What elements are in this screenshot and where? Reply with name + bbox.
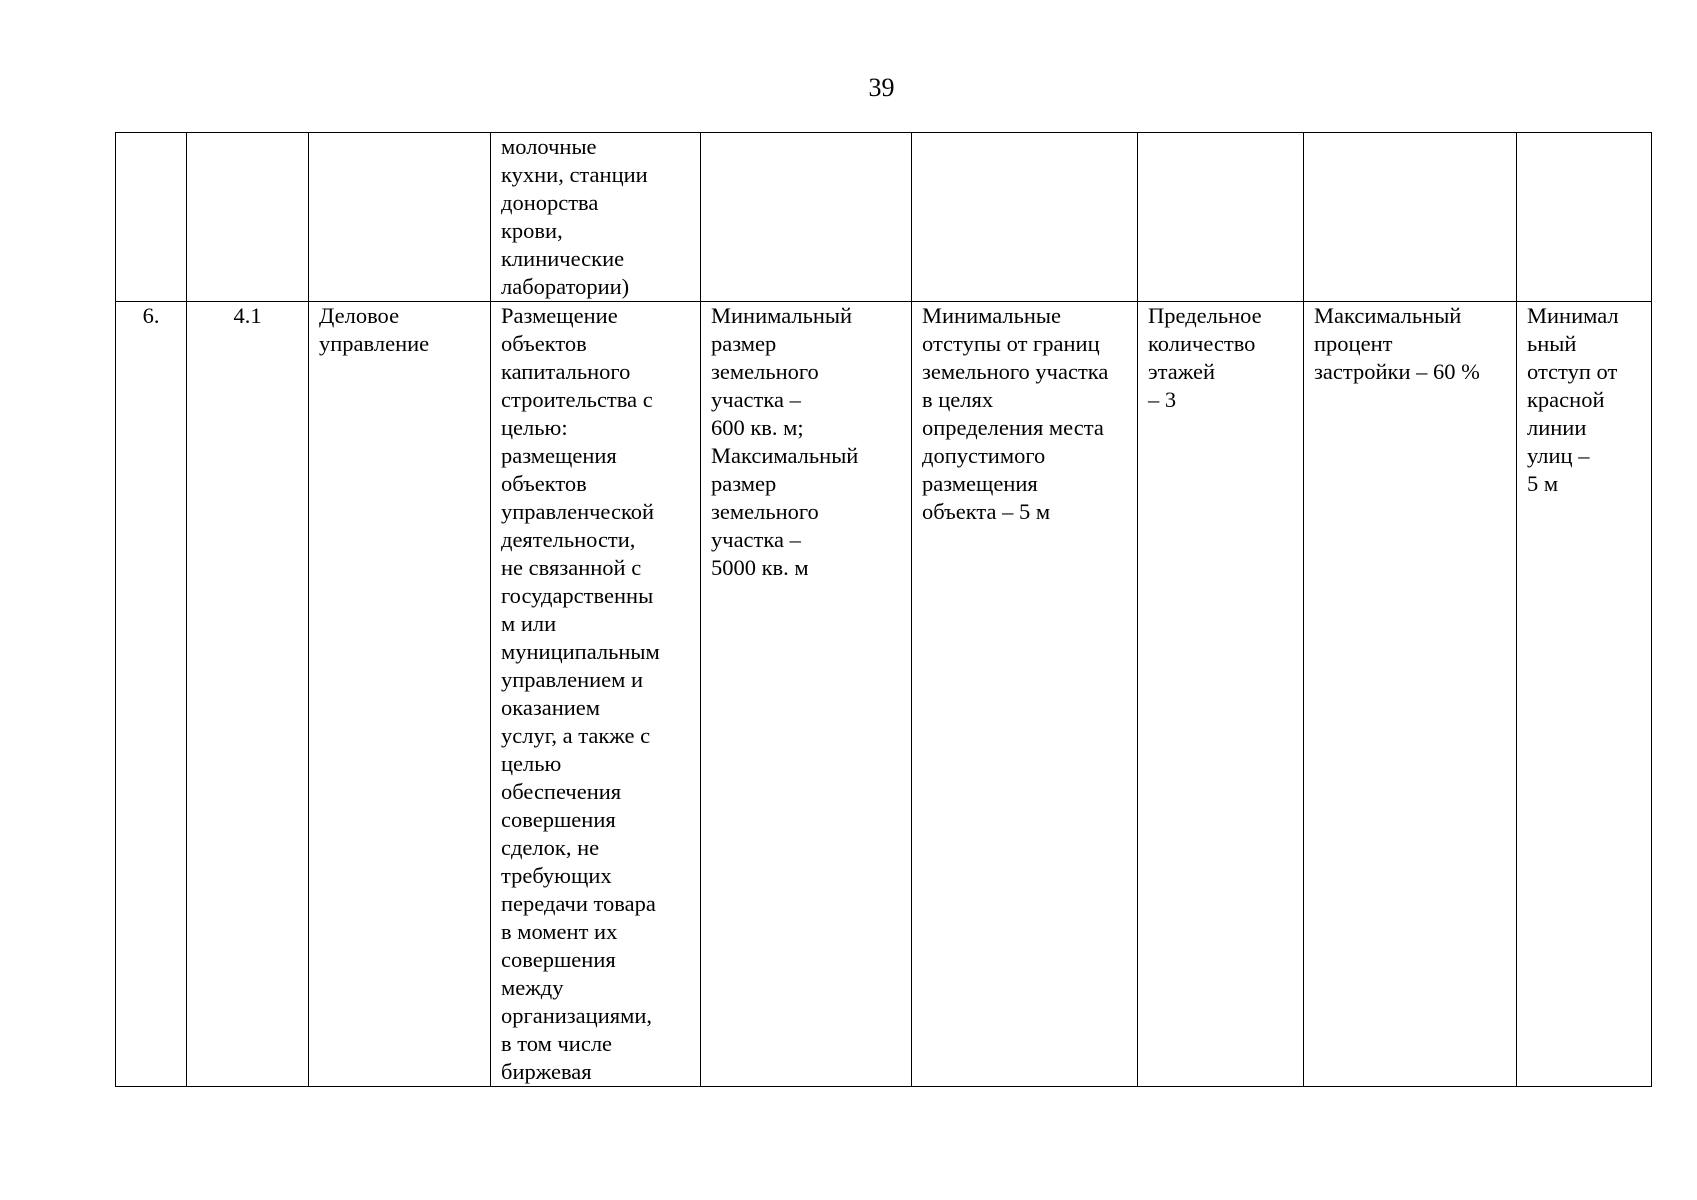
cell-setbacks bbox=[912, 133, 1138, 302]
cell-red-line: Минимал ьный отступ от красной линии улиц – 5 м bbox=[1517, 302, 1652, 1087]
cell-name bbox=[309, 133, 491, 302]
cell-number: 6. bbox=[116, 302, 187, 1087]
cell-coverage bbox=[1304, 133, 1517, 302]
cell-floors bbox=[1138, 133, 1304, 302]
cell-red-line bbox=[1517, 133, 1652, 302]
cell-floors: Предельное количество этажей – 3 bbox=[1138, 302, 1304, 1087]
cell-code: 4.1 bbox=[187, 302, 309, 1087]
cell-code bbox=[187, 133, 309, 302]
cell-number bbox=[116, 133, 187, 302]
page-number: 39 bbox=[868, 73, 895, 102]
cell-name: Деловое управление bbox=[309, 302, 491, 1087]
table-row bbox=[116, 133, 1652, 302]
cell-coverage: Максимальный процент застройки – 60 % bbox=[1304, 302, 1517, 1087]
cell-setbacks: Минимальные отступы от границ земельного участка в целях определения места допустимого размещения объекта – 5 м bbox=[912, 302, 1138, 1087]
cell-plot-size: Минимальный размер земельного участка – 600 кв. м; Максимальный размер земельного участка – 5000 кв. м bbox=[701, 302, 912, 1087]
table-row bbox=[116, 302, 1652, 1087]
cell-description: Размещение объектов капитального строительства с целью: размещения объектов управленческой деятельности, не связанной с государственны м или муниципальным управлением и оказанием услуг, а также с целью обеспечения совершения сделок, не требующих передачи товара в момент их совершения между организациями, в том числе биржевая bbox=[491, 302, 701, 1087]
cell-description: молочные кухни, станции донорства крови, клинические лаборатории) bbox=[491, 133, 701, 302]
cell-plot-size bbox=[701, 133, 912, 302]
regulations-table bbox=[115, 132, 1652, 1087]
